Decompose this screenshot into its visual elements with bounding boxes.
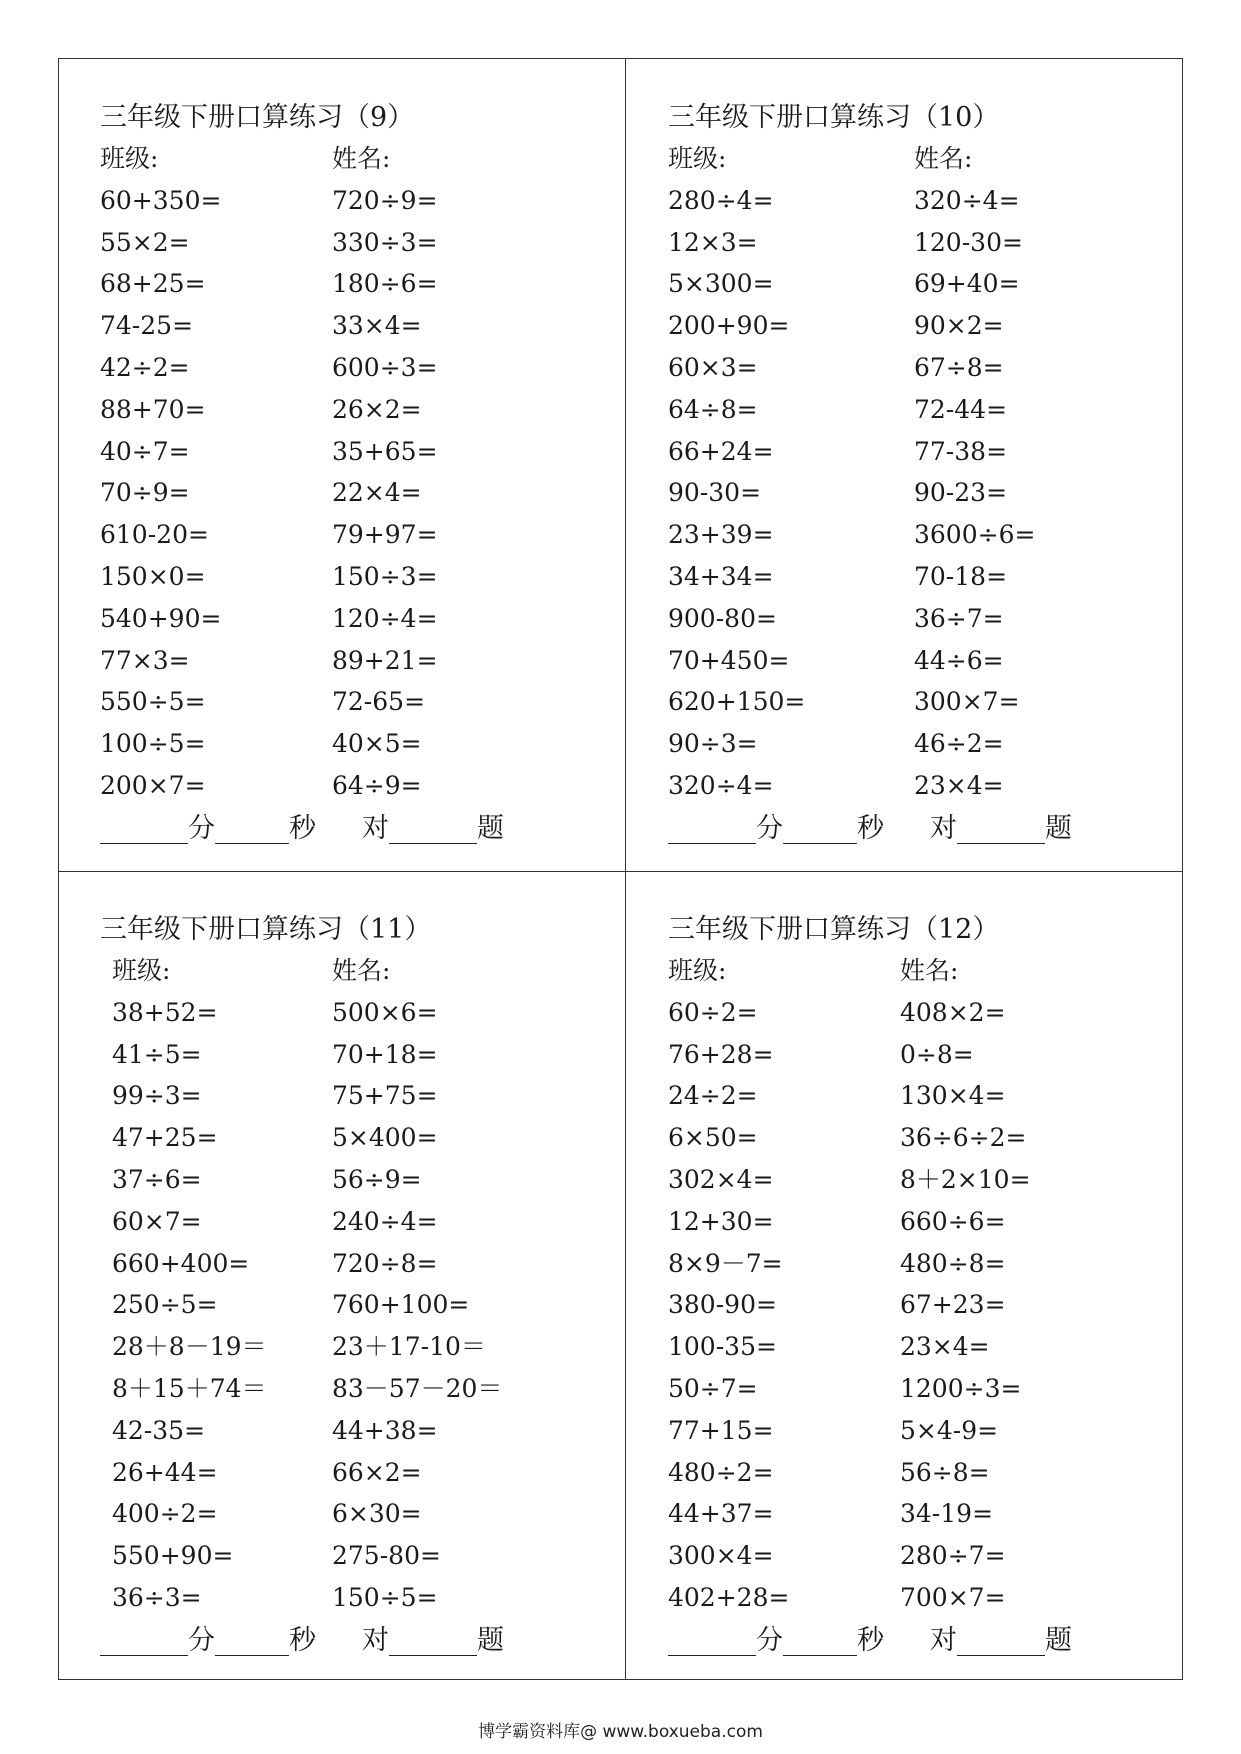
problem-left: 380-90= — [668, 1290, 777, 1320]
problem-left: 74-25= — [100, 311, 194, 341]
problem-left: 68+25= — [100, 269, 206, 299]
problem-row — [668, 723, 1208, 765]
problem-left: 12×3= — [668, 227, 758, 257]
problem-right: 23×4= — [900, 1332, 990, 1362]
problem-left: 38+52= — [112, 997, 218, 1027]
problem-row — [668, 992, 1208, 1034]
minutes-blank[interactable] — [100, 1625, 188, 1656]
class-label: 班级: — [668, 144, 727, 173]
problem-right: 5×4-9= — [900, 1415, 999, 1445]
problem-right: 40×5= — [332, 729, 422, 759]
worksheet-title: 三年级下册口算练习（10） — [668, 102, 1000, 133]
problem-left: 250÷5= — [112, 1290, 218, 1320]
problem-right: 330÷3= — [332, 227, 438, 257]
problem-left: 64÷8= — [668, 394, 758, 424]
problem-row — [668, 1159, 1208, 1201]
problem-row — [668, 1493, 1208, 1535]
problem-right: 660÷6= — [900, 1206, 1006, 1236]
problem-right: 69+40= — [914, 269, 1020, 299]
problem-row — [668, 598, 1208, 640]
problem-right: 5×400= — [332, 1123, 438, 1153]
problem-right: 3600÷6= — [914, 520, 1036, 550]
problem-right: 35+65= — [332, 436, 438, 466]
minutes-label: 分 — [188, 812, 215, 844]
score-footer — [668, 1619, 1208, 1663]
problem-right: 180÷6= — [332, 269, 438, 299]
problem-right: 150÷5= — [332, 1582, 438, 1612]
minutes-label: 分 — [756, 812, 783, 844]
problem-left: 60+350= — [100, 185, 222, 215]
problem-right: 34-19= — [900, 1499, 994, 1529]
problem-right: 240÷4= — [332, 1206, 438, 1236]
problem-right: 130×4= — [900, 1081, 1006, 1111]
problem-row — [668, 180, 1208, 222]
problem-row — [668, 1243, 1208, 1285]
problem-right: 67÷8= — [914, 352, 1004, 382]
problem-row — [668, 305, 1208, 347]
worksheet-title: 三年级下册口算练习（11） — [100, 914, 432, 945]
name-label: 姓名: — [900, 956, 959, 985]
problem-row — [668, 1201, 1208, 1243]
problem-left: 77+15= — [668, 1415, 774, 1445]
problem-row — [100, 1493, 640, 1535]
problem-right: 36÷6÷2= — [900, 1123, 1027, 1153]
problem-right: 6×30= — [332, 1499, 422, 1529]
problem-right: 280÷7= — [900, 1541, 1006, 1571]
problem-left: 50÷7= — [668, 1373, 758, 1403]
problem-right: 90×2= — [914, 311, 1004, 341]
problem-right: 0÷8= — [900, 1039, 974, 1069]
problem-row — [100, 765, 640, 807]
problem-right: 83－57－20＝ — [332, 1373, 503, 1403]
minutes-blank[interactable] — [668, 1625, 756, 1656]
header-row — [100, 138, 640, 180]
minutes-label: 分 — [188, 1624, 215, 1656]
problem-left: 12+30= — [668, 1206, 774, 1236]
question-label: 题 — [477, 1624, 504, 1656]
problem-row — [100, 1159, 640, 1201]
problem-left: 100÷5= — [100, 729, 206, 759]
problem-row — [100, 1368, 640, 1410]
correct-count-blank[interactable] — [389, 1625, 477, 1656]
problem-right: 36÷7= — [914, 603, 1004, 633]
problem-right: 480÷8= — [900, 1248, 1006, 1278]
problem-row — [100, 681, 640, 723]
score-footer — [668, 807, 1208, 851]
problem-left: 47+25= — [112, 1123, 218, 1153]
problem-right: 500×6= — [332, 997, 438, 1027]
seconds-blank[interactable] — [215, 1625, 289, 1656]
problem-row — [100, 431, 640, 473]
correct-label: 对 — [930, 812, 957, 844]
problem-left: 55×2= — [100, 227, 190, 257]
problem-row — [100, 1034, 640, 1076]
problem-right: 44÷6= — [914, 645, 1004, 675]
problem-left: 60×3= — [668, 352, 758, 382]
problem-row — [100, 305, 640, 347]
problem-row — [668, 1452, 1208, 1494]
seconds-label: 秒 — [857, 812, 884, 844]
header-row — [668, 950, 1208, 992]
problem-row — [100, 556, 640, 598]
problem-row — [668, 222, 1208, 264]
seconds-blank[interactable] — [783, 1625, 857, 1656]
problem-right: 600÷3= — [332, 352, 438, 382]
problem-left: 100-35= — [668, 1332, 777, 1362]
problem-row — [100, 1452, 640, 1494]
problem-right: 64÷9= — [332, 770, 422, 800]
problem-left: 90-30= — [668, 478, 762, 508]
problem-right: 320÷4= — [914, 185, 1020, 215]
problem-left: 8×9－7= — [668, 1248, 783, 1278]
problem-row — [100, 1284, 640, 1326]
problem-left: 200+90= — [668, 311, 790, 341]
problem-row — [100, 180, 640, 222]
problem-right: 75+75= — [332, 1081, 438, 1111]
problem-left: 550+90= — [112, 1541, 234, 1571]
minutes-blank[interactable] — [668, 813, 756, 844]
problem-left: 60÷2= — [668, 997, 758, 1027]
problem-row — [100, 347, 640, 389]
correct-count-blank[interactable] — [389, 813, 477, 844]
problem-right: 1200÷3= — [900, 1373, 1022, 1403]
class-label: 班级: — [112, 956, 171, 985]
problem-row — [100, 1535, 640, 1577]
correct-count-blank[interactable] — [957, 813, 1045, 844]
problem-right: 33×4= — [332, 311, 422, 341]
problem-row — [668, 681, 1208, 723]
problem-right: 300×7= — [914, 687, 1020, 717]
problem-right: 408×2= — [900, 997, 1006, 1027]
problem-row — [668, 556, 1208, 598]
problem-right: 46÷2= — [914, 729, 1004, 759]
problem-left: 610-20= — [100, 520, 209, 550]
horizontal-divider — [59, 871, 1182, 872]
problem-left: 402+28= — [668, 1582, 790, 1612]
seconds-label: 秒 — [289, 812, 316, 844]
problem-row — [100, 1577, 640, 1619]
problem-right: 44+38= — [332, 1415, 438, 1445]
problem-row — [100, 992, 640, 1034]
problem-right: 72-44= — [914, 394, 1008, 424]
problem-left: 28＋8－19＝ — [112, 1332, 267, 1362]
problem-left: 34+34= — [668, 561, 774, 591]
problem-left: 400÷2= — [112, 1499, 218, 1529]
problem-right: 72-65= — [332, 687, 426, 717]
problem-row — [668, 1117, 1208, 1159]
problem-right: 720÷8= — [332, 1248, 438, 1278]
problem-left: 42÷2= — [100, 352, 190, 382]
class-label: 班级: — [100, 144, 159, 173]
name-label: 姓名: — [332, 956, 391, 985]
seconds-blank[interactable] — [215, 813, 289, 844]
problem-row — [668, 1535, 1208, 1577]
problem-left: 5×300= — [668, 269, 774, 299]
problem-row — [100, 222, 640, 264]
problem-left: 280÷4= — [668, 185, 774, 215]
problem-left: 70÷9= — [100, 478, 190, 508]
problem-row — [668, 1034, 1208, 1076]
problem-left: 620+150= — [668, 687, 806, 717]
problem-left: 88+70= — [100, 394, 206, 424]
problem-left: 66+24= — [668, 436, 774, 466]
problem-right: 90-23= — [914, 478, 1008, 508]
problem-right: 89+21= — [332, 645, 438, 675]
problem-left: 24÷2= — [668, 1081, 758, 1111]
problem-right: 56÷9= — [332, 1164, 422, 1194]
problem-row — [668, 1326, 1208, 1368]
seconds-label: 秒 — [289, 1624, 316, 1656]
problem-left: 37÷6= — [112, 1164, 202, 1194]
problem-row — [668, 431, 1208, 473]
exercise-panel-12 — [668, 910, 1208, 1663]
exercise-panel-9 — [100, 98, 640, 851]
problem-row — [668, 347, 1208, 389]
minutes-label: 分 — [756, 1624, 783, 1656]
problem-row — [100, 723, 640, 765]
question-label: 题 — [477, 812, 504, 844]
problem-row — [668, 1410, 1208, 1452]
problem-left: 6×50= — [668, 1123, 758, 1153]
score-footer — [100, 1619, 640, 1663]
problem-right: 70+18= — [332, 1039, 438, 1069]
problem-right: 26×2= — [332, 394, 422, 424]
problem-left: 660+400= — [112, 1248, 250, 1278]
correct-label: 对 — [362, 1624, 389, 1656]
correct-count-blank[interactable] — [957, 1625, 1045, 1656]
problem-left: 8＋15＋74＝ — [112, 1373, 267, 1403]
problem-row — [100, 472, 640, 514]
name-label: 姓名: — [332, 144, 391, 173]
problem-left: 26+44= — [112, 1457, 218, 1487]
minutes-blank[interactable] — [100, 813, 188, 844]
problem-left: 77×3= — [100, 645, 190, 675]
problem-left: 76+28= — [668, 1039, 774, 1069]
correct-label: 对 — [930, 1624, 957, 1656]
problem-right: 22×4= — [332, 478, 422, 508]
problem-left: 900-80= — [668, 603, 777, 633]
problem-left: 41÷5= — [112, 1039, 202, 1069]
header-row — [668, 138, 1208, 180]
problem-left: 200×7= — [100, 770, 206, 800]
problem-right: 56÷8= — [900, 1457, 990, 1487]
problem-left: 44+37= — [668, 1499, 774, 1529]
problem-row — [100, 514, 640, 556]
problem-right: 150÷3= — [332, 561, 438, 591]
name-label: 姓名: — [914, 144, 973, 173]
problem-row — [100, 598, 640, 640]
score-footer — [100, 807, 640, 851]
seconds-blank[interactable] — [783, 813, 857, 844]
problem-row — [100, 1410, 640, 1452]
problem-row — [100, 1243, 640, 1285]
worksheet-title: 三年级下册口算练习（9） — [100, 102, 415, 133]
problem-row — [668, 1577, 1208, 1619]
problem-right: 23×4= — [914, 770, 1004, 800]
problem-right: 700×7= — [900, 1582, 1006, 1612]
worksheet-title: 三年级下册口算练习（12） — [668, 914, 1000, 945]
problem-row — [100, 1326, 640, 1368]
problem-left: 40÷7= — [100, 436, 190, 466]
problem-row — [668, 514, 1208, 556]
problem-left: 23+39= — [668, 520, 774, 550]
problem-right: 8＋2×10= — [900, 1164, 1031, 1194]
problem-row — [668, 1075, 1208, 1117]
problem-left: 480÷2= — [668, 1457, 774, 1487]
watermark-text: 博学霸资料库@ www.boxueba.com — [478, 1722, 763, 1742]
problem-right: 77-38= — [914, 436, 1008, 466]
question-label: 题 — [1045, 1624, 1072, 1656]
problem-row — [100, 640, 640, 682]
problem-left: 90÷3= — [668, 729, 758, 759]
problem-left: 150×0= — [100, 561, 206, 591]
problem-right: 70-18= — [914, 561, 1008, 591]
problem-row — [668, 1284, 1208, 1326]
problem-row — [668, 389, 1208, 431]
problem-left: 300×4= — [668, 1541, 774, 1571]
problem-right: 275-80= — [332, 1541, 441, 1571]
problem-right: 23＋17-10＝ — [332, 1332, 486, 1362]
class-label: 班级: — [668, 956, 727, 985]
problem-row — [100, 1201, 640, 1243]
correct-label: 对 — [362, 812, 389, 844]
problem-right: 720÷9= — [332, 185, 438, 215]
problem-right: 79+97= — [332, 520, 438, 550]
problem-right: 760+100= — [332, 1290, 470, 1320]
problem-row — [668, 765, 1208, 807]
problem-row — [668, 263, 1208, 305]
problem-row — [100, 1117, 640, 1159]
exercise-panel-11 — [100, 910, 640, 1663]
problem-left: 302×4= — [668, 1164, 774, 1194]
problem-row — [668, 1368, 1208, 1410]
problem-left: 99÷3= — [112, 1081, 202, 1111]
problem-right: 66×2= — [332, 1457, 422, 1487]
problem-left: 42-35= — [112, 1415, 206, 1445]
exercise-panel-10 — [668, 98, 1208, 851]
problem-row — [668, 472, 1208, 514]
problem-row — [100, 389, 640, 431]
problem-left: 320÷4= — [668, 770, 774, 800]
problem-right: 120÷4= — [332, 603, 438, 633]
question-label: 题 — [1045, 812, 1072, 844]
problem-left: 36÷3= — [112, 1582, 202, 1612]
problem-left: 550÷5= — [100, 687, 206, 717]
problem-row — [100, 263, 640, 305]
header-row — [100, 950, 640, 992]
seconds-label: 秒 — [857, 1624, 884, 1656]
problem-left: 540+90= — [100, 603, 222, 633]
problem-right: 67+23= — [900, 1290, 1006, 1320]
problem-right: 120-30= — [914, 227, 1023, 257]
problem-left: 70+450= — [668, 645, 790, 675]
problem-row — [668, 640, 1208, 682]
problem-left: 60×7= — [112, 1206, 202, 1236]
problem-row — [100, 1075, 640, 1117]
